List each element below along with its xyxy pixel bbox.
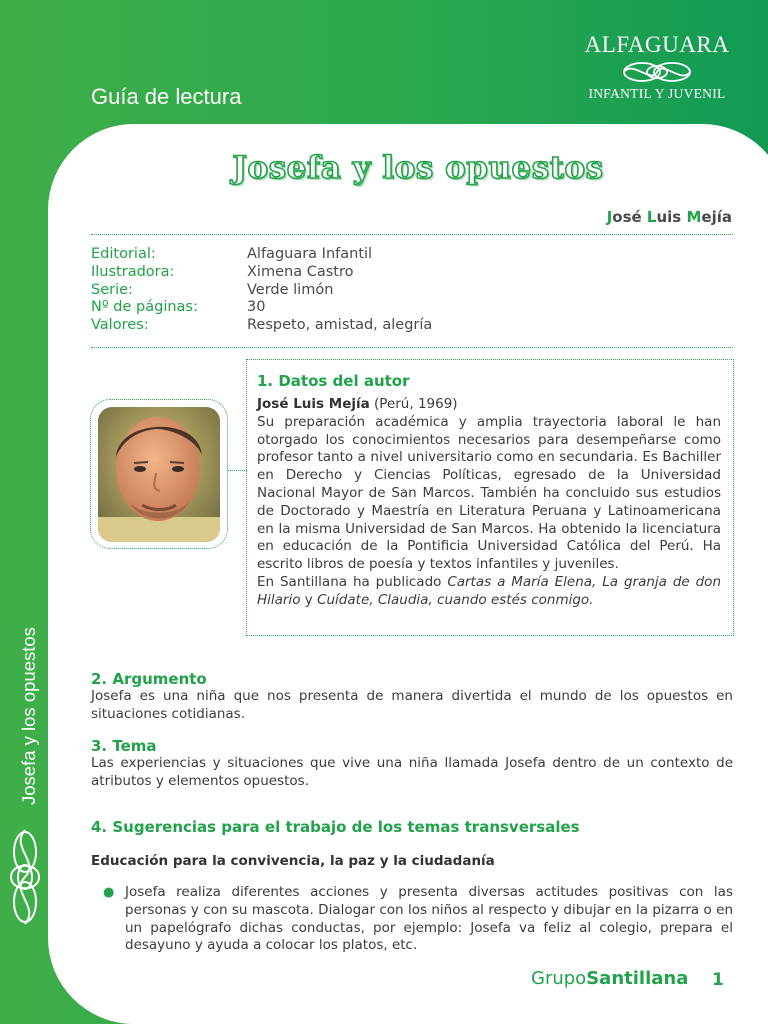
photo-connector xyxy=(228,470,247,471)
book-author: José Luis Mejía xyxy=(606,208,732,226)
divider xyxy=(91,234,733,235)
author-section-heading: 1. Datos del autor xyxy=(257,372,410,390)
bullet-icon: ● xyxy=(103,885,115,900)
book-title: Josefa y los opuestos xyxy=(232,150,604,186)
sugerencias-section xyxy=(91,818,733,836)
tema-text: Las experiencias y situaciones que vive una niña llamada Josefa dentro de un contexto de atributos y elementos opuestos. xyxy=(91,755,733,789)
argumento-text: Josefa es una niña que nos presenta de manera divertida el mundo de los opuestos en situaciones cotidianas. xyxy=(91,688,733,722)
sugerencias-heading: 4. Sugerencias para el trabajo de los temas transversales xyxy=(91,818,580,836)
sugerencias-subsection xyxy=(91,853,733,869)
sugerencias-subheading: Educación para la convivencia, la paz y la ciudadanía xyxy=(91,853,495,869)
author-photo xyxy=(98,407,220,542)
info-row-serie: Serie: Verde limón xyxy=(91,281,334,298)
footer-brand: GrupoSantillana xyxy=(531,968,689,989)
author-bio: José Luis Mejía (Perú, 1969) Su preparación académica y amplia trayectoria laboral le han otorgado los conocimientos necesarios para desempeñarse como profesor tanto a nivel universitario como en secundaria. Es Bachiller en Derecho y Ciencias Políticas, egresado de la Universidad Nacional Mayor de San Marcos. También ha concluido sus estudios de Doctorado y Maestría en Literatura Peruana y Latinoamericana en la misma Universidad de San Marcos. Ha obtenido la licenciatura en educación de la Pontificia Universidad Católica del Perú. Ha escrito libros de poesía y textos infantiles y juveniles. En Santillana ha publicado Cartas a María Elena, La granja de don Hilario y Cuídate, Claudia, cuando estés conmigo. xyxy=(257,396,721,608)
publisher-name: ALFAGUARA xyxy=(584,32,730,57)
guide-title: Guía de lectura xyxy=(91,84,242,109)
publisher-logo xyxy=(574,32,740,102)
list-item xyxy=(91,884,733,955)
tema-section xyxy=(91,737,733,790)
knot-logo-icon xyxy=(612,58,702,86)
divider xyxy=(91,347,733,348)
info-row-editorial: Editorial: Alfaguara Infantil xyxy=(91,246,373,262)
info-row-ilustradora: Ilustradora: Ximena Castro xyxy=(91,263,354,280)
book-info-list xyxy=(91,246,432,335)
tema-heading: 3. Tema xyxy=(91,737,157,755)
info-row-paginas: Nº de páginas: 30 xyxy=(91,299,266,316)
argumento-section xyxy=(91,670,733,723)
info-row-valores: Valores: Respeto, amistad, alegría xyxy=(91,317,433,334)
argumento-heading: 2. Argumento xyxy=(91,670,207,688)
page-number: 1 xyxy=(712,970,724,990)
author-section xyxy=(246,359,734,636)
list-item-text: Josefa realiza diferentes acciones y presenta diversas actitudes positivas con las personas y con su mascota. Dialogar con los niños al respecto y dibujar en la pizarra o en un papelógrafo dichas conductas, por ejemplo: Josefa va feliz al colegio, prepara el desayuno y ayuda a colocar los platos, etc. xyxy=(125,884,733,954)
vertical-book-title: Josefa y los opuestos xyxy=(18,627,39,805)
publisher-subtitle: INFANTIL Y JUVENIL xyxy=(588,86,726,101)
knot-ornament-icon xyxy=(6,822,44,932)
